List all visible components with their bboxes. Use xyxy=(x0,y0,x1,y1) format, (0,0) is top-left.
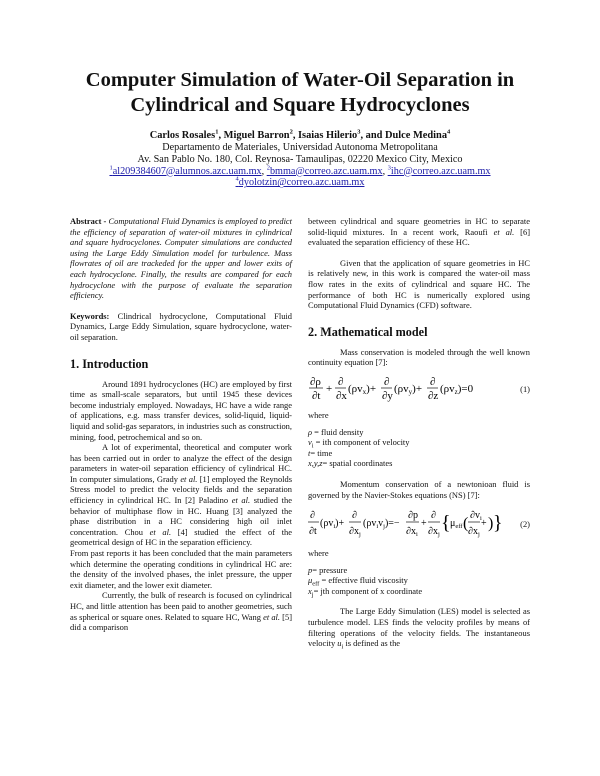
right-paragraph-5: The Large Eddy Simulation (LES) model is selected as turbulence model. LES finds the velocity profiles by means of filtering operations of the velocity fields. The instantaneous velocity $u_i$ is defined as the xyxy=(308,606,530,651)
svg-text:∂z: ∂z xyxy=(428,389,439,402)
svg-text:μeff: $\mu_{eff}$ xyxy=(450,518,463,531)
svg-text:∂ρ: ∂ρ xyxy=(310,375,321,388)
svg-text:∂xj: $\partial x_j$ xyxy=(468,526,480,539)
definitions-2: p= pressure $\mu_{eff}$ = effective fluid viscosity $x_j=$ jth component of x coordinate xyxy=(308,564,423,599)
svg-text:(ρvz)=0: (ρvz)=0 xyxy=(440,382,474,396)
svg-text:∂: ∂ xyxy=(338,375,344,388)
author-list: Carlos Rosales$^1$, Miguel Barron$^2$, Isaias Hilerio$^3$, and Dulce Medina$^4$ xyxy=(149,128,451,141)
continuity-equation xyxy=(308,374,478,404)
svg-text:∂xi: $\partial x_i$ xyxy=(406,526,418,539)
svg-text:∂xj: $\partial x_j$ xyxy=(428,526,440,539)
intro-paragraph-3: From past reports it has been concluded that the main parameters which determine the operating conditions in cylindrical HC are: the density of the involved phases, the inlet pressure, the upper exit diameter, and the lower exit diameter. xyxy=(70,548,292,590)
paper-title: Computer Simulation of Water-Oil Separation in Cylindrical and Square Hydrocyclones xyxy=(85,69,515,116)
email-link-1[interactable]: $^1$al209384607@alumnos.azc.uam.mx xyxy=(109,164,262,177)
svg-text:(: ( xyxy=(463,515,469,533)
svg-text:∂: ∂ xyxy=(352,510,357,522)
where-label-1: where xyxy=(308,409,329,420)
affiliation-dept: Departamento de Materiales, Universidad Autonoma Metropolitana xyxy=(162,142,438,153)
svg-text:+: + xyxy=(421,518,427,530)
svg-text:(ρvivj)=−: $(\rho v_iv_j)=-$ xyxy=(363,518,400,531)
affiliation-address: Av. San Pablo No. 180, Col. Reynosa- Tamaulipas, 02220 Mexico City, Mexico xyxy=(137,153,463,165)
equation-1-number: (1) xyxy=(520,383,530,394)
svg-text:∂y: ∂y xyxy=(382,389,393,402)
svg-text:∂xj: $\partial x_j$ xyxy=(349,526,361,539)
equation-2-number: (2) xyxy=(520,518,530,529)
where-label-2: where xyxy=(308,548,329,559)
intro-paragraph-4: Currently, the bulk of research is focused on cylindrical HC, and little attention has been paid to another geometries, such as spherical or square ones. Related to square HC, Wang et al. [5] did a comparison xyxy=(70,590,293,633)
email-link-3[interactable]: $^3$ihc@correo.azc.uam.mx xyxy=(387,164,491,177)
email-line-2 xyxy=(40,177,560,189)
svg-text:∂: ∂ xyxy=(384,375,390,388)
abstract: Abstract - Computational Fluid Dynamics is employed to predict the efficiency of separation of water-oil mixtures in cylindrical and square hydrocyclones. Computer simulations are conducted using the Large Eddy Simulation model for turbulence. Mass flowrates of oil are trackeded for the upper and lower exits of each hydrocyclone. Finally, the results are compared for each hydrocyclone with the purpose of evaluate the separation efficiency. xyxy=(70,216,293,301)
right-paragraph-3: Mass conservation is modeled through the well known continuity equation [7]: xyxy=(308,346,530,368)
equation-1 xyxy=(308,374,530,404)
svg-text:+: + xyxy=(326,382,333,395)
navier-stokes-equation xyxy=(308,506,503,542)
svg-text:(ρvx)+: (ρvx)+ xyxy=(348,382,377,396)
section-heading-mathematical-model: 2. Mathematical model xyxy=(308,324,428,339)
affiliation-block xyxy=(40,142,560,189)
svg-text:): ) xyxy=(488,515,494,533)
definitions-1: ρ = fluid density $v_i$ = ith component of velocity t= time x,y,z= spatial coordinates xyxy=(308,426,410,469)
email-line: $^1$al209384607@alumnos.azc.uam.mx, $^2$bmma@correo.azc.uam.mx, $^3$ihc@correo.azc.uam.mx xyxy=(109,164,491,177)
svg-text:∂: ∂ xyxy=(430,375,436,388)
right-column xyxy=(308,216,530,649)
right-paragraph-1: between cylindrical and square geometries in HC to separate solid-liquid mixtures. In a recent work, Raoufi et al. [6] evaluated the separation efficiency of these HC. xyxy=(308,216,530,248)
svg-text:∂t: ∂t xyxy=(312,389,321,402)
svg-text:+: + xyxy=(481,518,487,530)
equation-2 xyxy=(308,506,530,542)
keywords: Keywords: Clindrical hydrocyclone, Computational Fluid Dynamics, Large Eddy Simulation, square hydrocyclone, water-oil separation. xyxy=(70,310,292,342)
svg-text:∂: ∂ xyxy=(310,510,315,522)
svg-text:(ρvi)+: $(\rho v_i)+$ xyxy=(320,518,345,531)
left-column xyxy=(70,216,292,633)
svg-text:∂p: ∂p xyxy=(408,510,418,522)
svg-text:∂: ∂ xyxy=(431,510,436,522)
svg-text:}: } xyxy=(493,512,503,535)
svg-text:(ρvy)+: (ρvy)+ xyxy=(394,382,423,396)
svg-text:∂x: ∂x xyxy=(336,389,347,402)
email-link-4[interactable]: $^4$dyolotzin@correo.azc.uam.mx xyxy=(235,176,365,189)
svg-text:{: { xyxy=(441,512,451,535)
intro-paragraph-1: Around 1891 hydrocyclones (HC) are employed by first time as small-scale separators, but until 1945 these devices become industrialy employed. Nowadays, HC have a wide range of applications, e.g. mass transfer devices, solid-liquid, liquid-liquid and solid-gas separators, in industries such as construction, mining, food, petrochemical and so on. xyxy=(70,378,292,442)
svg-text:∂t: ∂t xyxy=(309,526,317,538)
email-link-2[interactable]: $^2$bmma@correo.azc.uam.mx xyxy=(266,164,383,177)
section-heading-introduction: 1. Introduction xyxy=(70,356,149,371)
svg-text:∂vi: $\partial v_i$ xyxy=(470,510,482,523)
right-paragraph-4: Momentum conservation of a newtonioan fluid is governed by the Navier-Stokes equations (NS) [7]: xyxy=(308,478,530,500)
intro-paragraph-2: A lot of experimental, theoretical and computer work has been carried out in order to analyze the effect of the design parameters in water-oil separation efficiency of cylindrical HC. In computer simulations, Grady et al. [1] employed the Reynolds Stress model to predict the velocity fields and the separation efficiency in cylindrical HC. In [2] Paladino et al. studied the behavior of multiphase flow in HC. Huang [3] analyzed the phase distribution in a HC considering high oil inlet concentration. Chou et al. [4] studied the effect of the geometrical design of HC in the separation efficiency. xyxy=(70,442,293,548)
right-paragraph-2: Given that the application of square geometries in HC is relatively new, in this work is compared the water-oil mass flow rates in the exits of cylindrical and square HC. The performance of both HC is numerically explored using Computational Fluid Dynamics (CFD) software. xyxy=(308,257,530,311)
